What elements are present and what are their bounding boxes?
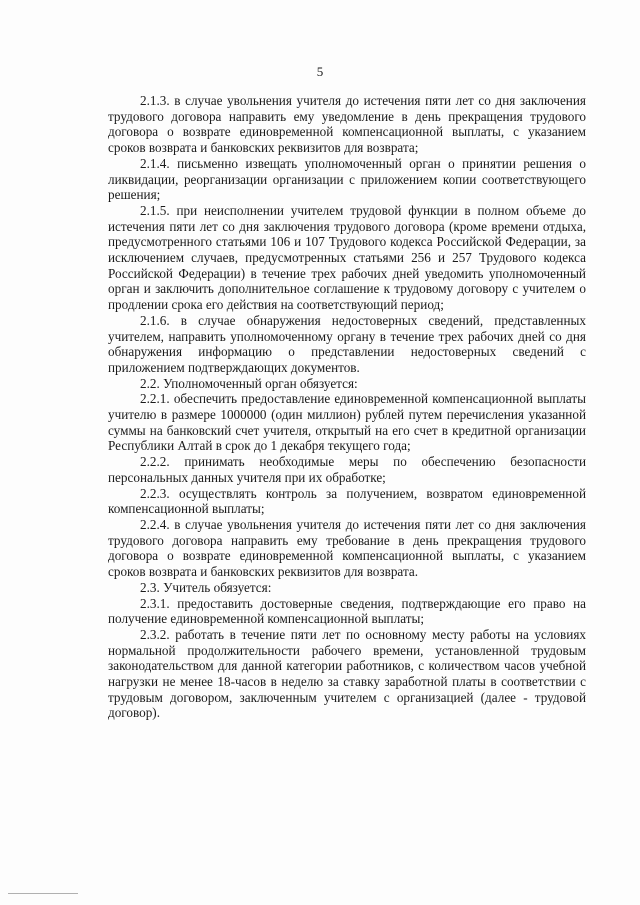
section-2-2-heading: 2.2. Уполномоченный орган обязуется: xyxy=(140,375,358,391)
clause-2-2-3: 2.2.3. осуществлять контроль за получением, возвратом единовременной компенсационной выплаты; xyxy=(108,485,586,517)
footer-divider xyxy=(8,893,78,894)
document-body xyxy=(108,93,586,721)
clause-2-1-4: 2.1.4. письменно извещать уполномоченный орган о принятии решения о ликвидации, реорганизации организации с приложением копии соответствующего решения; xyxy=(108,155,586,203)
clause-2-3-1: 2.3.1. предоставить достоверные сведения, подтверждающие его право на получение единовременной компенсационной выплаты; xyxy=(108,595,586,627)
clause-2-3-2: 2.3.2. работать в течение пяти лет по основному месту работы на условиях нормальной продолжительности рабочего времени, установленной трудовым законодательством для данной категории работников, с количеством часов учебной нагрузки не менее 18-часов в неделю за ставку заработной платы в соответствии с трудовым договором, заключенным учителем с организацией (далее - трудовой договор). xyxy=(108,626,586,721)
clause-2-1-5: 2.1.5. при неисполнении учителем трудовой функции в полном объеме до истечения пяти лет со дня заключения трудового договора (кроме времени отдыха, предусмотренного статьями 106 и 107 Трудового кодекса Российской Федерации, за исключением случаев, предусмотренных статьями 256 и 257 Трудового кодекса Российской Федерации) в течение трех рабочих дней уведомить уполномоченный орган и заключить дополнительное соглашение к трудовому договору с учителем о продлении срока его действия на соответствующий период; xyxy=(108,202,586,313)
clause-2-1-3: 2.1.3. в случае увольнения учителя до истечения пяти лет со дня заключения трудового договора направить ему уведомление в день прекращения трудового договора о возврате единовременной компенсационной выплаты, с указанием сроков возврата и банковских реквизитов для возврата; xyxy=(108,93,586,156)
clause-2-2-1: 2.2.1. обеспечить предоставление единовременной компенсационной выплаты учителю в размере 1000000 (один миллион) рублей путем перечисления указанной суммы на банковский счет учителя, открытый на его счет в кредитной организации Республики Алтай в срок до 1 декабря текущего года; xyxy=(108,391,586,454)
clause-2-2-4: 2.2.4. в случае увольнения учителя до истечения пяти лет со дня заключения трудового договора направить ему требование в день прекращения трудового договора о возврате единовременной компенсационной выплаты, с указанием сроков возврата и банковских реквизитов для возврата. xyxy=(108,516,586,580)
clause-2-1-6: 2.1.6. в случае обнаружения недостоверных сведений, представленных учителем, направить уполномоченному органу в течение трех рабочих дней со дня обнаружения информацию о представлении недостоверных сведений с приложением подтверждающих документов. xyxy=(108,312,586,375)
clause-2-2-2: 2.2.2. принимать необходимые меры по обеспечению безопасности персональных данных учителя при их обработке; xyxy=(108,454,586,485)
section-2-3-heading: 2.3. Учитель обязуется: xyxy=(140,579,272,595)
page-number: 5 xyxy=(316,64,324,79)
